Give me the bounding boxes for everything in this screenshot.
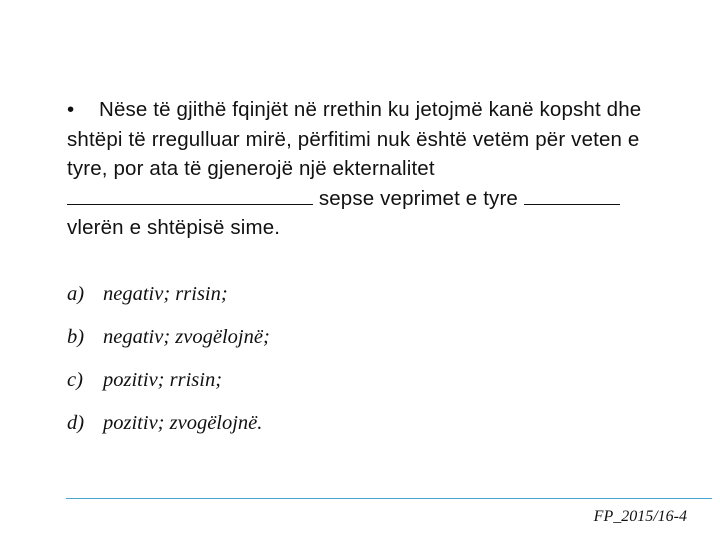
question-part-2: sepse veprimet e tyre bbox=[313, 186, 524, 210]
bullet-point: • bbox=[67, 98, 75, 121]
footer-divider bbox=[66, 498, 712, 499]
option-text: pozitiv; rrisin; bbox=[103, 369, 223, 391]
option-b bbox=[67, 323, 627, 366]
answer-blank-1 bbox=[67, 186, 313, 205]
option-letter: c) bbox=[67, 369, 83, 391]
option-d bbox=[67, 409, 627, 452]
answer-blank-2 bbox=[524, 186, 620, 205]
question-text bbox=[67, 95, 667, 243]
option-text: negativ; zvogëlojnë; bbox=[103, 326, 270, 348]
option-a bbox=[67, 280, 627, 323]
slide-code: FP_2015/16-4 bbox=[593, 508, 687, 525]
option-letter: d) bbox=[67, 412, 85, 434]
answer-options bbox=[67, 280, 627, 452]
option-letter: b) bbox=[67, 326, 85, 348]
option-text: pozitiv; zvogëlojnë. bbox=[103, 412, 263, 434]
option-letter: a) bbox=[67, 283, 85, 305]
question-part-3: vlerën e shtëpisë sime. bbox=[67, 216, 281, 239]
question-part-1: Nëse të gjithë fqinjët në rrethin ku jetojmë kanë kopsht dhe shtëpi të rregulluar mirë, përfitimi nuk është vetëm për veten e tyre, por ata të gjenerojë një ekternalitet bbox=[67, 98, 642, 180]
option-c bbox=[67, 366, 627, 409]
option-text: negativ; rrisin; bbox=[103, 283, 228, 305]
